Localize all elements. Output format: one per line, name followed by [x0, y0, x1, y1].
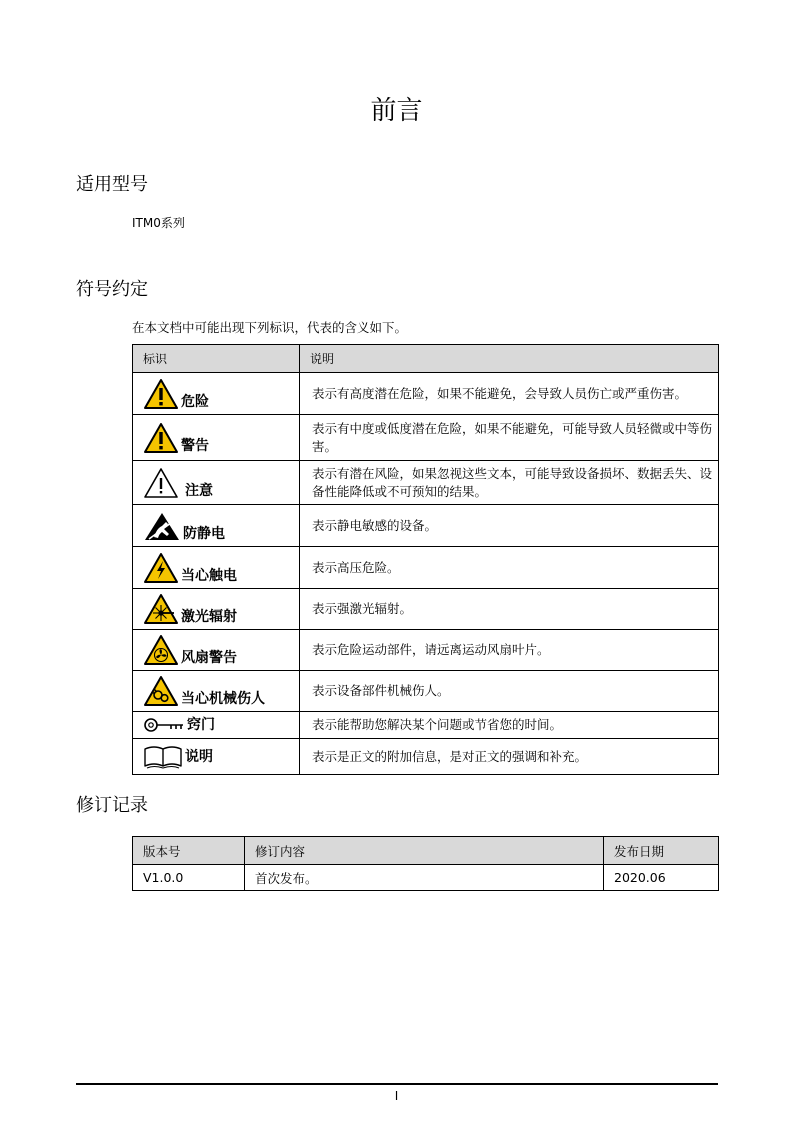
revision-version: V1.0.0 — [133, 865, 245, 891]
page-title: 前言 — [370, 96, 423, 126]
column-header-symbol: 标识 — [133, 345, 300, 373]
column-header-description: 说明 — [300, 345, 719, 373]
table-row — [133, 865, 719, 891]
symbol-description: 表示设备部件机械伤人。 — [300, 671, 719, 712]
revision-content: 首次发布。 — [245, 865, 604, 891]
symbols-heading: 符号约定 — [76, 279, 148, 300]
symbol-description: 表示有中度或低度潜在危险，如果不能避免，可能导致人员轻微或中等伤害。 — [300, 415, 719, 461]
signal-word-label: 窍门 — [187, 717, 215, 733]
electric-shock-icon — [143, 552, 179, 584]
table-row — [133, 712, 719, 739]
table-row — [133, 547, 719, 589]
signal-word-label: 警告 — [181, 437, 209, 454]
revision-table-header — [133, 837, 719, 865]
table-row — [133, 505, 719, 547]
table-row — [133, 373, 719, 415]
signal-word-label: 防静电 — [183, 525, 225, 542]
signal-word-tip — [143, 712, 299, 738]
footer-divider — [76, 1083, 718, 1085]
signal-word-label: 当心触电 — [181, 567, 237, 584]
revision-heading: 修订记录 — [76, 795, 148, 816]
signal-word-warning — [143, 422, 299, 454]
fan-warning-icon — [143, 634, 179, 666]
table-row — [133, 461, 719, 505]
page-number: I — [394, 1089, 399, 1103]
table-row — [133, 589, 719, 630]
signal-word-fan — [143, 634, 299, 666]
symbols-intro: 在本文档中可能出现下列标识，代表的含义如下。 — [132, 320, 408, 335]
signal-word-label: 说明 — [185, 748, 213, 765]
laser-radiation-icon — [143, 593, 179, 625]
signal-word-caution — [143, 467, 299, 499]
symbol-table — [132, 344, 719, 775]
esd-sensitive-icon — [143, 510, 181, 542]
symbol-description: 表示强激光辐射。 — [300, 589, 719, 630]
signal-word-label: 风扇警告 — [181, 650, 237, 666]
signal-word-label: 危险 — [181, 393, 209, 410]
table-row — [133, 415, 719, 461]
signal-word-note — [143, 744, 299, 770]
mechanical-injury-icon — [143, 675, 179, 707]
table-row — [133, 671, 719, 712]
warning-triangle-exclamation-icon — [143, 422, 179, 454]
table-row — [133, 739, 719, 775]
signal-word-label: 激光辐射 — [181, 609, 237, 625]
signal-word-laser — [143, 593, 299, 625]
symbol-description: 表示高压危险。 — [300, 547, 719, 589]
revision-date: 2020.06 — [604, 865, 719, 891]
column-header-content: 修订内容 — [245, 837, 604, 865]
revision-table — [132, 836, 719, 891]
symbol-description: 表示有高度潜在危险，如果不能避免，会导致人员伤亡或严重伤害。 — [300, 373, 719, 415]
symbol-description: 表示危险运动部件，请远离运动风扇叶片。 — [300, 630, 719, 671]
warning-triangle-exclamation-icon — [143, 378, 179, 410]
signal-word-electric-shock — [143, 552, 299, 584]
signal-word-label: 当心机械伤人 — [181, 691, 265, 707]
symbol-description: 表示是正文的附加信息，是对正文的强调和补充。 — [300, 739, 719, 775]
column-header-date: 发布日期 — [604, 837, 719, 865]
signal-word-mechanical — [143, 675, 299, 707]
open-book-icon — [143, 745, 183, 769]
symbol-table-header — [133, 345, 719, 373]
symbol-description: 表示有潜在风险，如果忽视这些文本，可能导致设备损坏、数据丢失、设备性能降低或不可预知的结果。 — [300, 461, 719, 505]
signal-word-danger — [143, 378, 299, 410]
signal-word-label: 注意 — [185, 482, 213, 499]
models-text: ITM0系列 — [132, 216, 185, 230]
key-icon — [143, 716, 185, 734]
symbol-description: 表示静电敏感的设备。 — [300, 505, 719, 547]
models-heading: 适用型号 — [76, 174, 148, 195]
column-header-version: 版本号 — [133, 837, 245, 865]
table-row — [133, 630, 719, 671]
symbol-description: 表示能帮助您解决某个问题或节省您的时间。 — [300, 712, 719, 739]
signal-word-esd — [143, 510, 299, 542]
caution-outline-triangle-icon — [143, 467, 183, 499]
